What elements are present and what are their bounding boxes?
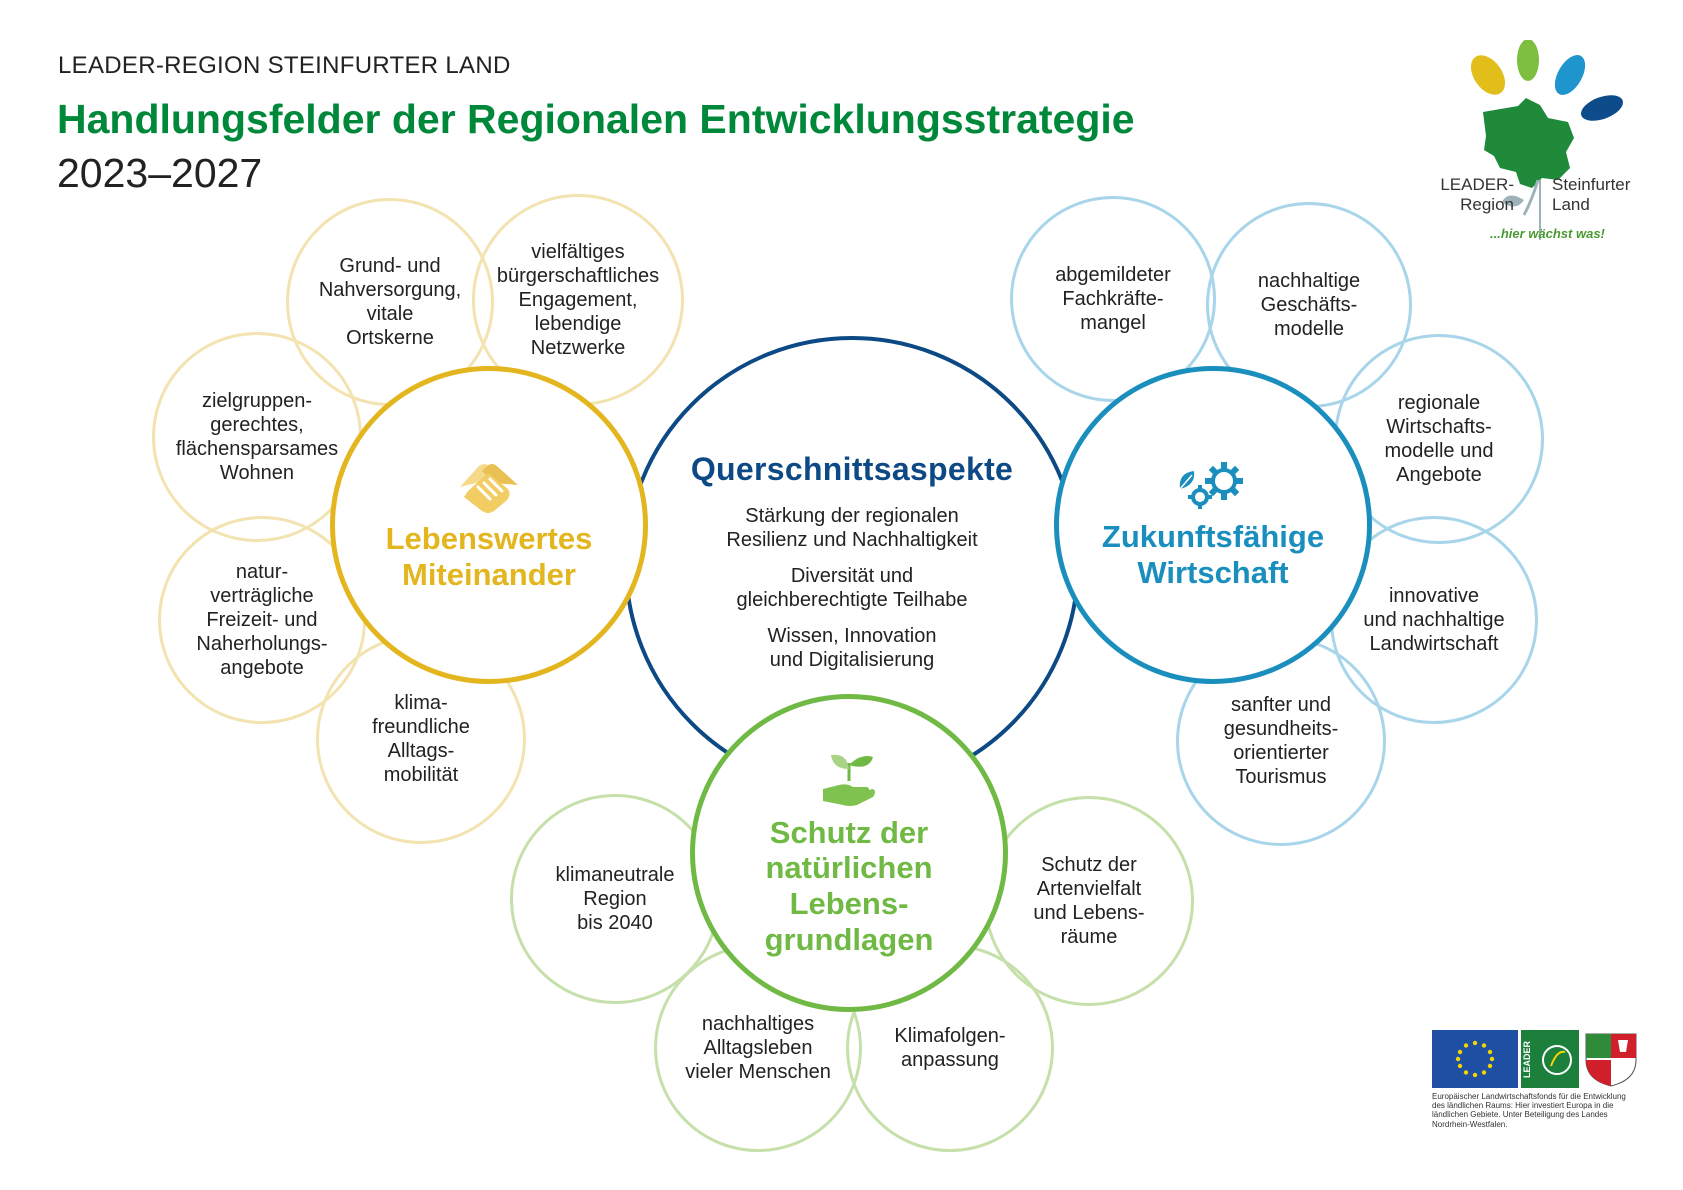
center-title: Querschnittsaspekte: [690, 450, 1014, 487]
funding-logos: [1432, 1030, 1642, 1088]
hub-zukunftsfaehige-wirtschaft: [1054, 366, 1372, 684]
satellite-klimafolgen: Klimafolgen- anpassung: [846, 944, 1054, 1152]
satellite-freizeit: natur- verträgliche Freizeit- und Naherholungs- angebote: [158, 516, 366, 724]
center-item-wissen: Wissen, Innovation und Digitalisierung: [767, 624, 937, 671]
hub-title-natur: Schutz der natürlichen Lebens- grundlagen: [764, 814, 934, 957]
hub-title-wirtschaft: Zukunftsfähige Wirtschaft: [1101, 519, 1325, 590]
logo-text-right: Steinfurter Land: [1552, 175, 1631, 215]
funding-notice: [1432, 1030, 1642, 1129]
seedling-hand-icon: [819, 749, 879, 809]
satellite-fachkraefte: abgemildeter Fachkräfte- mangel: [1010, 196, 1216, 402]
satellite-tourismus: sanfter und gesundheits- orientierter Tourismus: [1176, 636, 1386, 846]
gears-icon: [1174, 459, 1252, 513]
center-item-resilienz: Stärkung der regionalen Resilienz und Nachhaltigkeit: [726, 504, 978, 551]
satellite-mobilitaet: klima- freundliche Alltags- mobilität: [316, 634, 526, 844]
logo-text-left: LEADER- Region: [1440, 175, 1514, 215]
page-title: Handlungsfelder der Regionalen Entwicklungsstrategie: [57, 96, 1135, 142]
hub-lebenswertes-miteinander: [330, 366, 648, 684]
svg-text:LEADER: LEADER: [1522, 1040, 1532, 1078]
pre-title: LEADER-REGION STEINFURTER LAND: [58, 52, 511, 79]
leader-logo-icon: [1521, 1030, 1579, 1088]
satellite-wohnen: zielgruppen- gerechtes, flächensparsames Wohnen: [152, 332, 362, 542]
satellite-landwirtschaft: innovative und nachhaltige Landwirtschaft: [1330, 516, 1538, 724]
logo-slogan: ...hier wächst was!: [1490, 226, 1605, 241]
funding-text: Europäischer Landwirtschaftsfonds für die Entwicklung des ländlichen Raums: Hier investiert Europa in die ländlichen Gebiete. Unter Beteiligung des Landes Nordrhein-Westfalen.: [1432, 1092, 1626, 1129]
satellite-klimaneutral: klimaneutrale Region bis 2040: [510, 794, 720, 1004]
satellite-engagement: vielfältiges bürgerschaftliches Engagement, lebendige Netzwerke: [472, 194, 684, 406]
eu-flag-icon: [1432, 1030, 1518, 1088]
nrw-coat-of-arms-icon: [1582, 1030, 1640, 1088]
satellite-nahversorgung: Grund- und Nahversorgung, vitale Ortskerne: [286, 198, 494, 406]
satellite-wirtschaftsmodelle: regionale Wirtschafts- modelle und Angebote: [1334, 334, 1544, 544]
hub-schutz-lebensgrundlagen: [690, 694, 1008, 1012]
satellite-geschaeftsmodelle: nachhaltige Geschäfts- modelle: [1206, 202, 1412, 408]
center-item-diversitaet: Diversität und gleichberechtigte Teilhabe: [736, 564, 968, 611]
satellite-alltagsleben: nachhaltiges Alltagsleben vieler Menschen: [654, 944, 862, 1152]
satellite-artenvielfalt: Schutz der Artenvielfalt und Lebens- räume: [984, 796, 1194, 1006]
leader-region-logo-icon: [1428, 40, 1648, 255]
period-years: 2023–2027: [57, 150, 263, 196]
hub-title-lebenswertes: Lebenswertes Miteinander: [385, 521, 593, 592]
handshake-icon: [454, 457, 524, 515]
